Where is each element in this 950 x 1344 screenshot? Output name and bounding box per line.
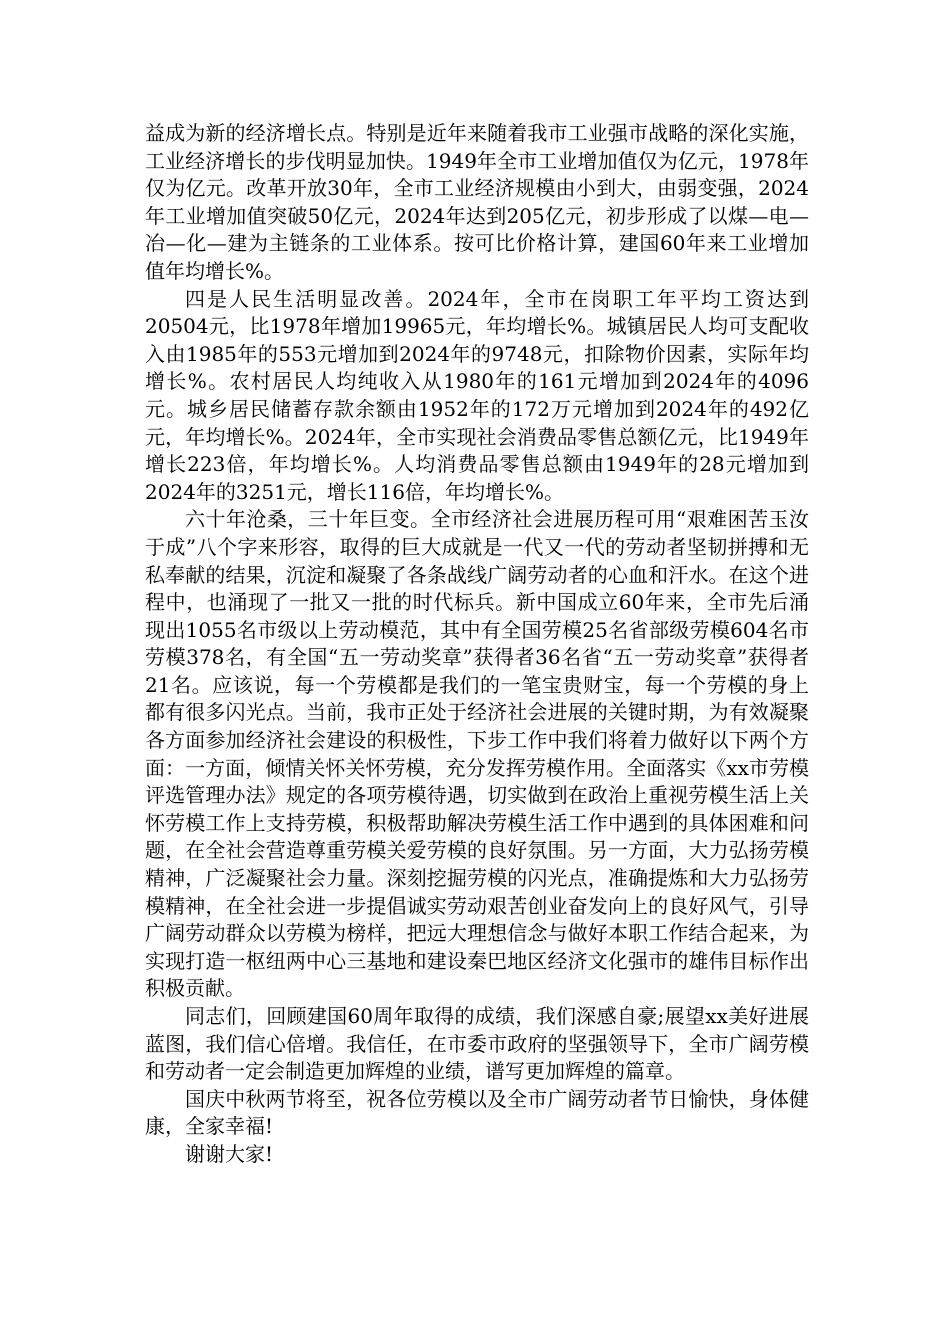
paragraph-living-standards: 四是人民生活明显改善。2024年，全市在岗职工年平均工资达到20504元，比1978年增加19965元，年均增长%。城镇居民人均可支配收入由1985年的553元增加到2024年的9748元，扣除物价因素，实际年均增长%。农村居民人均纯收入从1980年的161元增加到2024年的4096元。城乡居民储蓄存款余额由1952年的172万元增加到2024年的492亿元，年均增长%。2024年，全市实现社会消费品零售总额亿元，比1949年增长223倍，年均增长%。人均消费品零售总额由1949年的28元增加到2024年的3251元，增长116倍，年均增长%。: [145, 286, 809, 504]
paragraph-holiday-wishes: 国庆中秋两节将至，祝各位劳模以及全市广阔劳动者节日愉快，身体健康，全家幸福!: [145, 1086, 809, 1139]
paragraph-comrades: 同志们，回顾建国60周年取得的成绩，我们深感自豪;展望xx美好进展蓝图，我们信心倍增。我信任，在市委市政府的坚强领导下，全市广阔劳模和劳动者一定会制造更加辉煌的业绩，谱写更加辉煌的篇章。: [145, 1004, 809, 1084]
paragraph-thanks: 谢谢大家!: [185, 1141, 274, 1166]
paragraph-model-workers: 六十年沧桑，三十年巨变。全市经济社会进展历程可用“艰难困苦玉汝于成”八个字来形容，取得的巨大成就是一代又一代的劳动者坚韧拼搏和无私奉献的结果，沉淀和凝聚了各条战线广阔劳动者的心血和汗水。在这个进程中，也涌现了一批又一批的时代标兵。新中国成立60年来，全市先后涌现出1055名市级以上劳动模范，其中有全国劳模25名省部级劳模604名市劳模378名，有全国“五一劳动奖章”获得者36名省“五一劳动奖章”获得者21名。应该说，每一个劳模都是我们的一笔宝贵财宝，每一个劳模的身上都有很多闪光点。当前，我市正处于经济社会进展的关键时期，为有效凝聚各方面参加经济社会建设的积极性，下步工作中我们将着力做好以下两个方面：一方面，倾情关怀关怀劳模，充分发挥劳模作用。全面落实《xx市劳模评选管理办法》规定的各项劳模待遇，切实做到在政治上重视劳模生活上关怀劳模工作上支持劳模，积极帮助解决劳模生活工作中遇到的具体困难和问题，在全社会营造尊重劳模关爱劳模的良好氛围。另一方面，大力弘扬劳模精神，广泛凝聚社会力量。深刻挖掘劳模的闪光点，准确提炼和大力弘扬劳模精神，在全社会进一步提倡诚实劳动艰苦创业奋发向上的良好风气，引导广阔劳动群众以劳模为榜样，把远大理想信念与做好本职工作结合起来，为实现打造一枢纽两中心三基地和建设秦巴地区经济文化强市的雄伟目标作出积极贡献。: [145, 507, 809, 1001]
document-body: [145, 120, 809, 1169]
paragraph-industry-growth: 益成为新的经济增长点。特别是近年来随着我市工业强市战略的深化实施，工业经济增长的步伐明显加快。1949年全市工业增加值仅为亿元，1978年仅为亿元。改革开放30年，全市工业经济规模由小到大，由弱变强，2024年工业增加值突破50亿元，2024年达到205亿元，初步形成了以煤—电—冶—化—建为主链条的工业体系。按可比价格计算，建国60年来工业增加值年均增长%。: [145, 121, 809, 283]
